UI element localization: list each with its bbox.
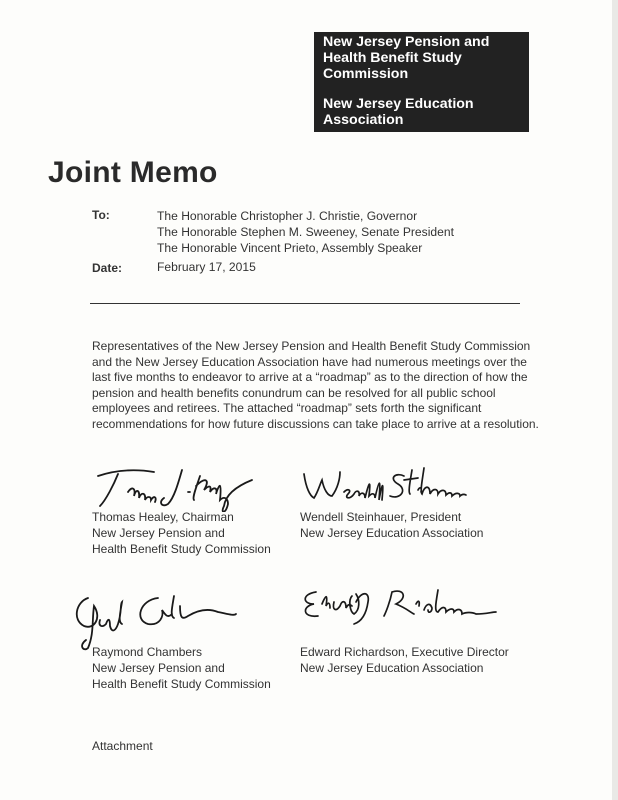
body-line: recommendations for how future discussions can take place to arrive at a resolution. — [92, 416, 539, 431]
header-org-commission: New Jersey Pension and Health Benefit Study Commission — [323, 34, 490, 82]
to-label: To: — [92, 208, 110, 222]
scan-edge — [612, 0, 618, 800]
signatory-line: New Jersey Pension and — [92, 661, 225, 675]
signature-block-steinhauer — [300, 509, 483, 541]
body-line: last five months to endeavor to arrive at a “roadmap” as to the direction of how the — [92, 370, 528, 385]
signatory-line: Edward Richardson, Executive Director — [300, 645, 509, 659]
signatory-line: New Jersey Pension and — [92, 526, 225, 540]
signatory-line: New Jersey Education Association — [300, 526, 484, 540]
body-line: and the New Jersey Education Association have had numerous meetings over the — [92, 354, 527, 369]
header-org-njea: New Jersey Education Association — [323, 96, 474, 128]
date-label: Date: — [92, 261, 123, 275]
signature-richardson — [296, 582, 506, 632]
recipient-line: The Honorable Vincent Prieto, Assembly Speaker — [157, 241, 423, 255]
signatory-line: Raymond Chambers — [92, 645, 203, 659]
signature-healey — [92, 462, 267, 512]
signatory-line: Health Benefit Study Commission — [92, 542, 271, 556]
recipients-list — [157, 208, 454, 256]
signatory-line: Wendell Steinhauer, President — [300, 510, 462, 524]
recipient-line: The Honorable Stephen M. Sweeney, Senate President — [157, 225, 454, 239]
signature-chambers — [68, 590, 253, 652]
divider-rule — [90, 303, 520, 304]
signature-block-healey — [92, 509, 271, 557]
signature-block-chambers — [92, 644, 271, 692]
signatory-line: Health Benefit Study Commission — [92, 677, 271, 691]
memo-title: Joint Memo — [48, 156, 218, 189]
body-line: employees and retirees. The attached “roadmap” sets forth the significant — [92, 401, 482, 416]
body-line: Representatives of the New Jersey Pension and Health Benefit Study Commission — [92, 339, 531, 353]
signatory-line: New Jersey Education Association — [300, 661, 484, 675]
date-value: February 17, 2015 — [157, 260, 256, 274]
signatory-line: Thomas Healey, Chairman — [92, 510, 234, 524]
signature-block-richardson — [300, 644, 509, 676]
body-line: pension and health benefits conundrum can be resolved for all public school — [92, 385, 496, 400]
header-organizations-box — [314, 32, 529, 132]
attachment-label: Attachment — [92, 739, 153, 753]
recipient-line: The Honorable Christopher J. Christie, Governor — [157, 209, 418, 223]
signature-steinhauer — [300, 462, 480, 508]
memo-body — [92, 339, 539, 433]
